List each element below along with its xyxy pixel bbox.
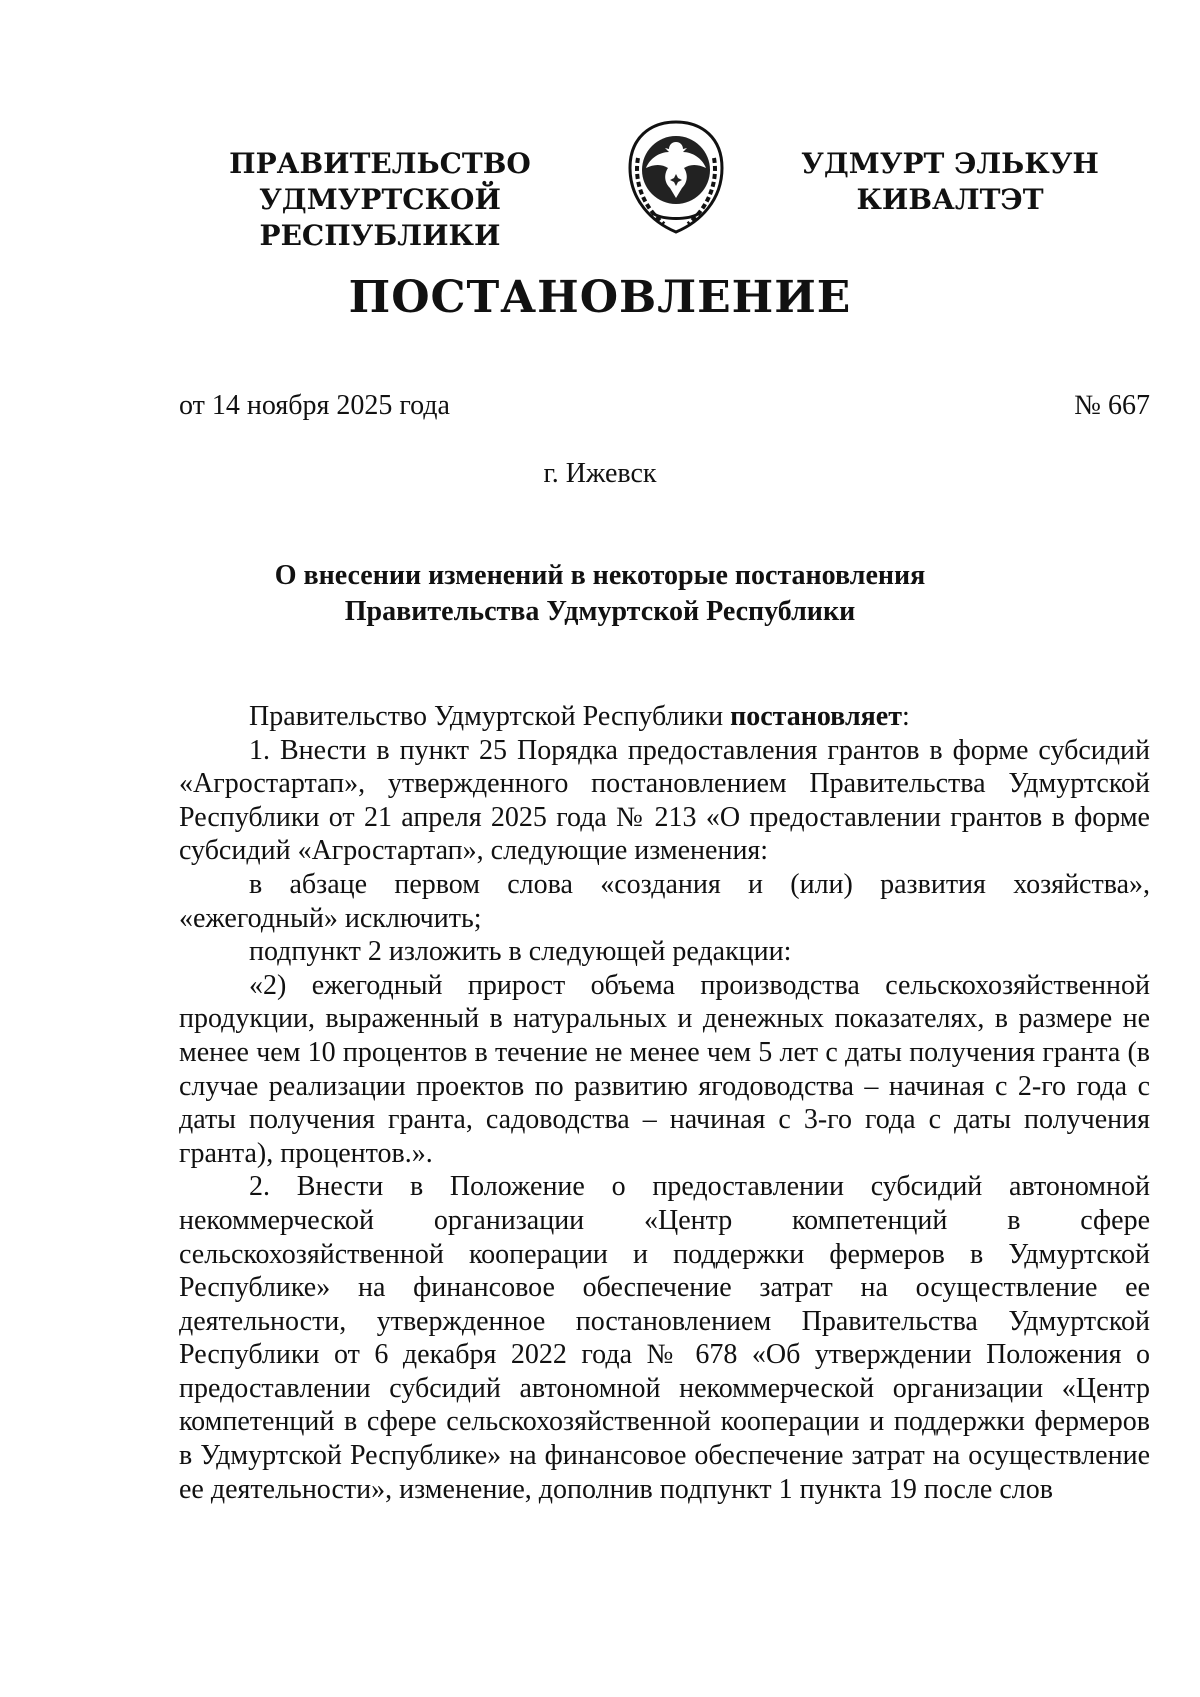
document-subject <box>0 558 1200 630</box>
body-paragraph-2: в абзаце первом слова «создания и (или) развития хозяйства», «ежегодный» исключить; <box>179 868 1150 934</box>
body-paragraph-4: «2) ежегодный прирост объема производства сельскохозяйственной продукции, выраженный в натуральных и денежных показателях, в размере не менее чем 10 процентов в течение не менее чем 5 лет с даты получения гранта (в случае реализации проектов по развитию ягодоводства – начиная с 2-го года с даты получения гранта, садоводства – начиная с 3-го года с даты получения гранта), процентов.». <box>179 969 1150 1169</box>
udmurt-coat-of-arms-icon <box>620 118 732 236</box>
issuer-udmurt-line-1: УДМУРТ ЭЛЬКУН <box>801 147 1099 180</box>
issuer-line-1: ПРАВИТЕЛЬСТВО <box>229 147 531 180</box>
body-paragraph-5: 2. Внести в Положение о предоставлении субсидий автономной некоммерческой организации «Центр компетенций в сфере сельскохозяйственной кооперации и поддержки фермеров в Удмуртской Республике» на финансовое обеспечение затрат на осуществление ее деятельности, утвержденное постановлением Правительства Удмуртской Республики от 6 декабря 2022 года № 678 «Об утверждении Положения о предоставлении субсидий автономной некоммерческой организации «Центр компетенций в сфере сельскохозяйственной кооперации и поддержки фермеров в Удмуртской Республике» на финансовое обеспечение затрат на осуществление ее деятельности», изменение, дополнив подпункт 1 пункта 19 после слов <box>179 1171 1150 1505</box>
body-paragraph-3: подпункт 2 изложить в следующей редакции: <box>249 936 792 968</box>
intro-text: Правительство Удмуртской Республики <box>249 701 731 732</box>
issuer-udmurt-line-2: КИВАЛТЭТ <box>856 183 1044 216</box>
subject-line-1: О внесении изменений в некоторые постановления <box>274 560 926 591</box>
document-date: от 14 ноября 2025 года <box>179 390 450 421</box>
issuer-line-2: УДМУРТСКОЙ РЕСПУБЛИКИ <box>259 183 501 252</box>
intro-bold-verb: постановляет <box>730 701 902 732</box>
issuer-name-russian <box>160 146 600 254</box>
subject-line-2: Правительства Удмуртской Республики <box>344 596 856 627</box>
body-intro <box>179 700 1150 734</box>
document-number: № 667 <box>1074 390 1150 421</box>
intro-colon: : <box>901 701 910 732</box>
document-type-title: ПОСТАНОВЛЕНИЕ <box>348 272 852 323</box>
document-body <box>179 700 1150 1506</box>
body-paragraph-1: 1. Внести в пункт 25 Порядка предоставления грантов в форме субсидий «Агростартап», утвержденного постановлением Правительства Удмуртской Республики от 21 апреля 2025 года № 213 «О предоставлении грантов в форме субсидий «Агростартап», следующие изменения: <box>179 734 1150 867</box>
issuer-name-udmurt <box>800 146 1100 218</box>
document-city: г. Ижевск <box>543 458 657 489</box>
